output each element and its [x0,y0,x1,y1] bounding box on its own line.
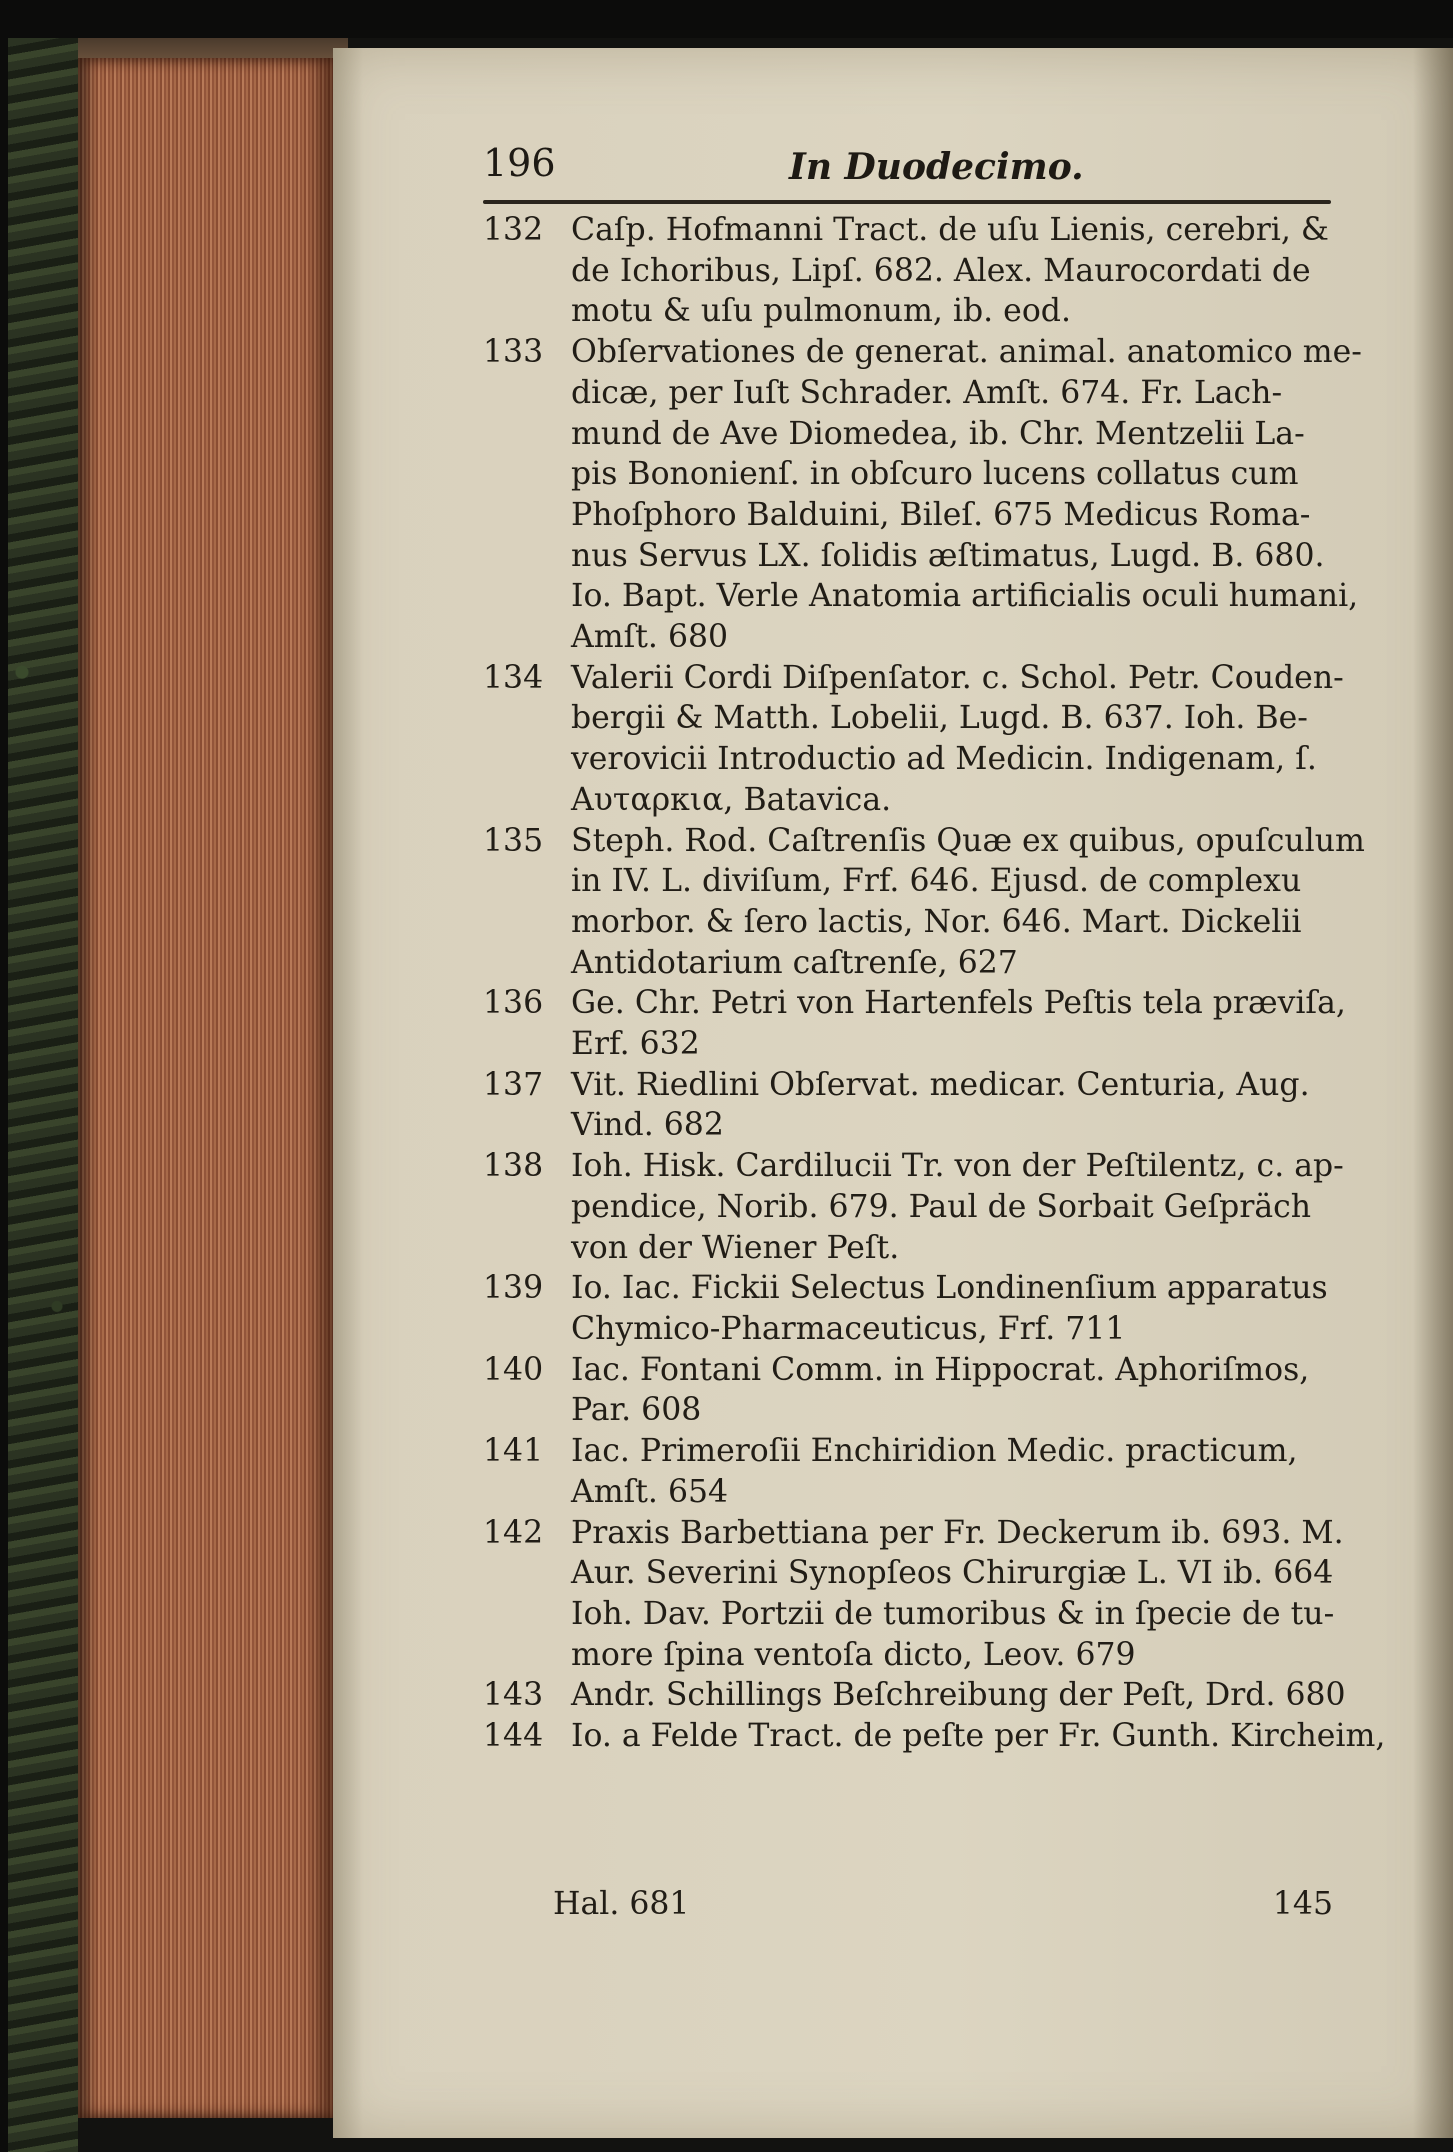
entry-list [483,210,1386,1757]
page-leaf [333,48,1453,2138]
running-title: In Duodecimo. [789,146,1084,188]
book-scan [8,38,1453,2152]
entry-line: nus Servus LX. ſolidis æſtimatus, Lugd. B. 680. [571,537,1325,574]
entry-line: Erf. 632 [571,1026,700,1063]
entry-line: Valerii Cordi Diſpenſator. c. Schol. Petr. Couden- [571,659,1344,696]
catalog-entry [483,1716,1386,1757]
entry-line: Vit. Riedlini Obſervat. medicar. Centuria, Aug. [571,1066,1310,1103]
entry-line: Antidotarium caſtrenſe, 627 [571,944,1018,981]
entry-number: 135 [483,822,544,859]
entry-line: Phoſphoro Balduini, Bileſ. 675 Medicus Roma- [571,496,1311,533]
entry-line: bergii & Matth. Lobelii, Lugd. B. 637. Ioh. Be- [571,700,1308,737]
entry-number: 143 [483,1677,544,1714]
entry-line: Io. Bapt. Verle Anatomia artificialis oculi humani, [571,578,1359,615]
entry-number: 138 [483,1148,544,1185]
entry-line: Ioh. Hisk. Cardilucii Tr. von der Peſtilentz, c. ap- [571,1148,1344,1185]
entry-line: dicæ, per Iuſt Schrader. Amſt. 674. Fr. Lach- [571,374,1283,411]
catalog-entry [483,658,1344,821]
entry-line: Io. a Felde Tract. de peſte per Fr. Gunth. Kircheim, [571,1718,1386,1755]
entry-line: Chymico-Pharmaceuticus, Frf. 711 [571,1310,1126,1347]
catalog-entry [483,1675,1346,1716]
entry-line: Ioh. Dav. Portzii de tumoribus & in ſpecie de tu- [571,1595,1335,1632]
entry-number: 139 [483,1270,544,1307]
entry-line: de Ichoribus, Lipſ. 682. Alex. Maurocordati de [571,252,1311,289]
catalog-entry [483,1268,1333,1349]
entry-number: 140 [483,1351,544,1388]
entry-number: 134 [483,659,544,696]
page-number: 196 [483,141,556,185]
entry-line: von der Wiener Peſt. [571,1229,900,1266]
entry-number: 142 [483,1514,544,1551]
entry-line: Par. 608 [571,1392,702,1429]
entry-line: Amſt. 654 [571,1473,729,1510]
page-edges [78,58,333,2118]
catalog-entry [483,1350,1333,1431]
entry-line: Αυταρκια, Batavica. [571,781,892,818]
catalog-entry [483,210,1333,332]
entry-line: Caſp. Hofmanni Tract. de uſu Lienis, cerebri, & [571,212,1329,248]
gutter-shadow [1413,48,1453,2138]
entry-line: in IV. L. diviſum, Frf. 646. Ejusd. de complexu [571,863,1302,900]
catalog-entry [483,983,1346,1064]
entry-line: Iac. Fontani Comm. in Hippocrat. Aphoriſmos, [571,1351,1310,1388]
entry-line: motu & uſu pulmonum, ib. eod. [571,293,1071,330]
entry-number: 133 [483,334,544,371]
entry-number: 144 [483,1718,544,1755]
entry-line: Amſt. 680 [571,619,729,656]
entry-line: pis Bononienſ. in obſcuro lucens collatus cum [571,456,1299,493]
entry-number: 137 [483,1066,544,1103]
marbled-cover [8,38,78,2152]
header-rule [483,200,1331,204]
catalog-entry [483,1513,1344,1676]
entry-line: Obſervationes de generat. animal. anatomico me- [571,334,1362,371]
entry-line: Vind. 682 [571,1107,724,1144]
entry-line: Aur. Severini Synopſeos Chirurgiæ L. VI ib. 664 [571,1555,1334,1592]
catalog-entry [483,1146,1344,1268]
signature-mark: 145 [1272,1886,1333,1922]
entry-line: Ge. Chr. Petri von Hartenfels Peſtis tela præviſa, [571,985,1346,1022]
entry-line: more ſpina ventoſa dicto, Leov. 679 [571,1636,1136,1673]
entry-line: Io. Iac. Fickii Selectus Londinenſium apparatus [571,1270,1328,1307]
catalog-entry [483,332,1362,658]
entry-line: Praxis Barbettiana per Fr. Deckerum ib. 693. M. [571,1514,1344,1551]
entry-number: 141 [483,1433,544,1470]
catalog-entry [483,821,1365,984]
catalog-entry [483,1065,1333,1146]
entry-number: 132 [483,212,544,248]
entry-line: morbor. & ſero lactis, Nor. 646. Mart. Dickelii [571,903,1302,940]
entry-line: verovicii Introductio ad Medicin. Indigenam, ſ. [571,741,1317,778]
entry-line: Iac. Primeroſii Enchiridion Medic. practicum, [571,1433,1298,1470]
entry-number: 136 [483,985,544,1022]
catchword: Hal. 681 [553,1886,690,1922]
entry-line: mund de Ave Diomedea, ib. Chr. Mentzelii La- [571,415,1305,452]
entry-line: pendice, Norib. 679. Paul de Sorbait Geſpräch [571,1188,1312,1225]
entry-line: Steph. Rod. Caſtrenſis Quæ ex quibus, opuſculum [571,822,1365,859]
entry-line: Andr. Schillings Beſchreibung der Peſt, Drd. 680 [571,1677,1346,1714]
catalog-entry [483,1431,1333,1512]
